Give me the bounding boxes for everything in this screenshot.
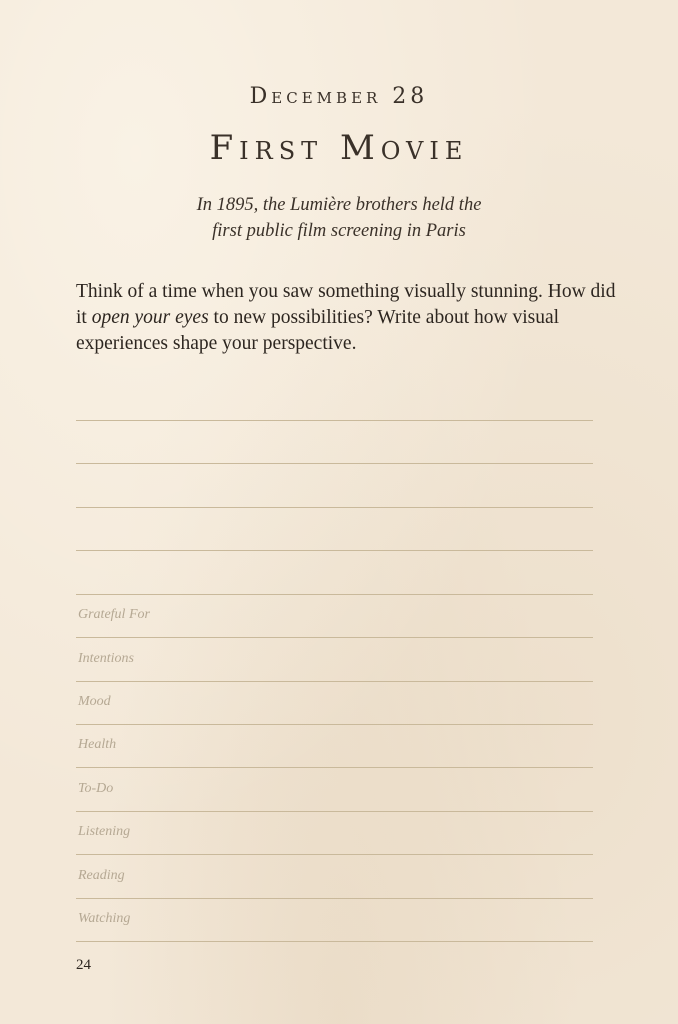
field-label-grateful-for: Grateful For xyxy=(78,607,150,622)
field-line-watching[interactable] xyxy=(76,941,593,942)
field-label-to-do: To-Do xyxy=(78,781,114,796)
entry-title: First Movie xyxy=(209,128,469,168)
field-line-listening[interactable] xyxy=(76,854,593,855)
entry-date: December 28 xyxy=(249,84,429,109)
field-line-intentions[interactable] xyxy=(76,681,593,682)
field-line-to-do[interactable] xyxy=(76,811,593,812)
page-number: 24 xyxy=(76,957,91,973)
entry-subtitle xyxy=(0,192,678,244)
field-line-mood[interactable] xyxy=(76,724,593,725)
prompt-text-1: Think of a time when you saw something visually stunning. How did it xyxy=(76,281,616,328)
prompt-emphasis: open your eyes xyxy=(91,307,209,328)
writing-prompt xyxy=(76,279,616,357)
field-label-intentions: Intentions xyxy=(78,651,134,666)
field-label-mood: Mood xyxy=(78,694,111,709)
field-label-reading: Reading xyxy=(78,868,125,883)
field-line-grateful-for[interactable] xyxy=(76,637,593,638)
field-label-listening: Listening xyxy=(78,824,131,839)
writing-line[interactable] xyxy=(76,463,593,464)
subtitle-line-1: In 1895, the Lumière brothers held the xyxy=(196,195,482,215)
prompt-text-2: to new possibilities? Write about how visual experiences shape your perspective. xyxy=(76,307,560,354)
writing-line[interactable] xyxy=(76,420,593,421)
field-line-reading[interactable] xyxy=(76,898,593,899)
subtitle-line-2: first public film screening in Paris xyxy=(212,221,466,241)
field-label-watching: Watching xyxy=(78,911,131,926)
writing-line[interactable] xyxy=(76,550,593,551)
writing-line[interactable] xyxy=(76,507,593,508)
field-line-health[interactable] xyxy=(76,767,593,768)
writing-line[interactable] xyxy=(76,594,593,595)
field-label-health: Health xyxy=(78,737,117,752)
